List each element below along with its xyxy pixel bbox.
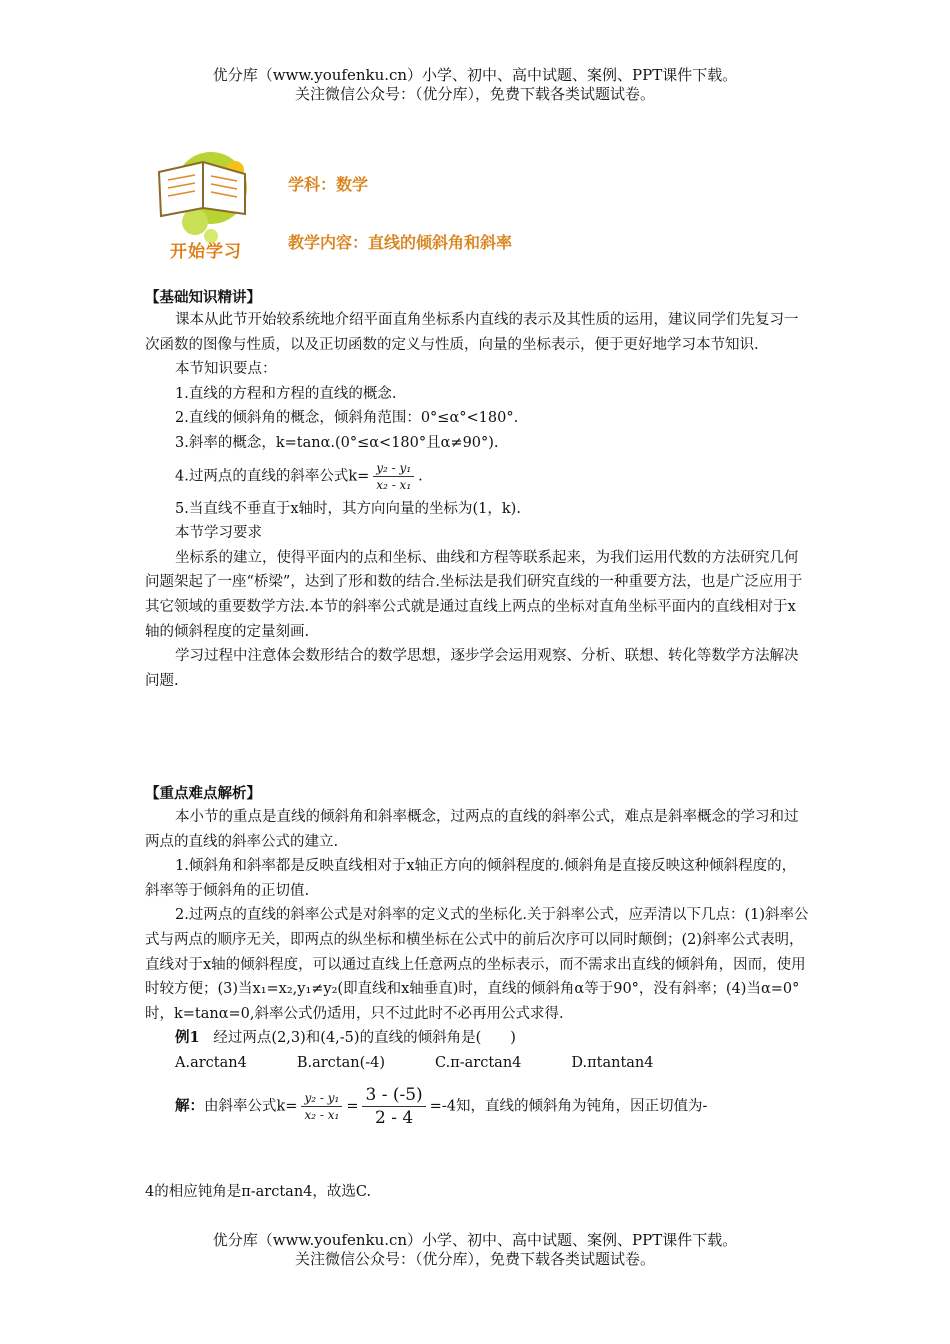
solution bbox=[145, 1084, 810, 1129]
solution-fraction-1 bbox=[301, 1090, 342, 1123]
section-key-title: 【重点难点解析】 bbox=[145, 785, 261, 802]
header-line-2: 关注微信公众号：（优分库），免费下载各类试题试卷。 bbox=[294, 85, 655, 103]
key-intro: 本小节的重点是直线的倾斜角和斜率概念，过两点的直线的斜率公式，难点是斜率概念的学习和过两点的直线的斜率公式的建立. bbox=[145, 809, 799, 850]
option-a: A.arctan4 bbox=[175, 1054, 247, 1071]
page-footer bbox=[0, 1231, 950, 1269]
example-question: 经过两点(2,3)和(4,-5)的直线的倾斜角是( ) bbox=[213, 1030, 516, 1047]
solution-equals: = bbox=[346, 1098, 359, 1115]
solution-end: 4的相应钝角是π-arctan4，故选C. bbox=[145, 1184, 372, 1200]
solution-numerator-1: y₂ - y₁ bbox=[301, 1090, 342, 1107]
section-basic-title: 【基础知识精讲】 bbox=[145, 289, 261, 306]
requirements-para-1: 坐标系的建立，使得平面内的点和坐标、曲线和方程等联系起来，为我们运用代数的方法研究几何问题架起了一座“桥梁”，达到了形和数的结合.坐标法是我们研究直线的一种重要方法，也是广泛应用于其它领域的重要数学方法.本节的斜率公式就是通过直线上两点的坐标对直角坐标平面内的直线相对于x轴的倾斜程度的定量刻画. bbox=[145, 549, 803, 640]
option-b: B.arctan(-4) bbox=[296, 1054, 386, 1071]
slope-numerator: y₂ - y₁ bbox=[373, 460, 414, 477]
key-point-2: 2.过两点的直线的斜率公式是对斜率的定义式的坐标化.关于斜率公式，应弄清以下几点：(1)斜率公式与两点的顺序无关，即两点的纵坐标和横坐标在公式中的前后次序可以同时颠倒；(2)斜率公式表明，直线对于x轴的倾斜程度，可以通过直线上任意两点的坐标表示，而不需求出直线的倾斜角，因而，使用时较方便；(3)当x₁=x₂,y₁≠y₂(即直线和x轴垂直)时，直线的倾斜角α等于90°，没有斜率；(4)当α=0°时，k=tanα=0,斜率公式仍适用，只不过此时不必再用公式求得. bbox=[145, 907, 809, 1022]
point-5: 5.当直线不垂直于x轴时，其方向向量的坐标为(1，k). bbox=[175, 500, 521, 517]
header-line-1: 优分库（www.youfenku.cn）小学、初中、高中试题、案例、PPT课件下载。 bbox=[212, 66, 738, 84]
slope-fraction bbox=[373, 460, 414, 493]
point-1: 1.直线的方程和方程的直线的概念. bbox=[175, 385, 397, 402]
example-1 bbox=[145, 1026, 810, 1051]
point-4-text: 4.过两点的直线的斜率公式k= bbox=[175, 468, 370, 485]
solution-denominator-1: x₂ - x₁ bbox=[304, 1107, 340, 1122]
solution-numerator-2: 3 - (-5) bbox=[362, 1084, 425, 1107]
slope-denominator: x₂ - x₁ bbox=[376, 477, 412, 492]
footer-line-1: 优分库（www.youfenku.cn）小学、初中、高中试题、案例、PPT课件下载。 bbox=[212, 1231, 738, 1249]
point-4-end: . bbox=[418, 468, 423, 485]
solution-label: 解： bbox=[175, 1097, 204, 1115]
solution-conclusion: =-4知，直线的倾斜角为钝角，因正切值为- bbox=[429, 1098, 708, 1115]
key-point-1: 1.倾斜角和斜率都是反映直线相对于x轴正方向的倾斜程度的.倾斜角是直接反映这种倾斜程度的，斜率等于倾斜角的正切值. bbox=[145, 858, 797, 899]
example-label: 例1 bbox=[175, 1029, 200, 1047]
solution-denominator-2: 2 - 4 bbox=[374, 1107, 414, 1128]
point-2: 2.直线的倾斜角的概念，倾斜角范围：0°≤α°<180°. bbox=[175, 410, 519, 427]
solution-text: 由斜率公式k= bbox=[204, 1098, 298, 1115]
section-key-body bbox=[145, 805, 810, 1129]
footer-line-2: 关注微信公众号：（优分库），免费下载各类试题试卷。 bbox=[294, 1250, 655, 1268]
example-options bbox=[145, 1051, 810, 1076]
page-header bbox=[0, 66, 950, 104]
subject-label: 学科：数学 bbox=[288, 175, 369, 194]
basic-intro: 课本从此节开始较系统地介绍平面直角坐标系内直线的表示及其性质的运用，建议同学们先复习一次函数的图像与性质，以及正切函数的定义与性质，向量的坐标表示，便于更好地学习本节知识. bbox=[145, 312, 799, 353]
option-c: C.π-arctan4 bbox=[435, 1054, 522, 1071]
logo-text: 开始学习 bbox=[170, 242, 242, 262]
requirements-title: 本节学习要求 bbox=[175, 525, 262, 542]
option-d: D.πtantan4 bbox=[571, 1054, 654, 1071]
section-basic-body bbox=[145, 308, 810, 693]
requirements-para-2: 学习过程中注意体会数形结合的数学思想，逐步学会运用观察、分析、联想、转化等数学方法解决问题. bbox=[145, 648, 799, 689]
point-4 bbox=[145, 460, 810, 493]
point-3: 3.斜率的概念，k=tanα.(0°≤α<180°且α≠90°). bbox=[175, 434, 499, 451]
content-label: 教学内容：直线的倾斜角和斜率 bbox=[288, 233, 513, 252]
solution-fraction-2 bbox=[362, 1084, 425, 1129]
points-title: 本节知识要点： bbox=[175, 361, 277, 378]
